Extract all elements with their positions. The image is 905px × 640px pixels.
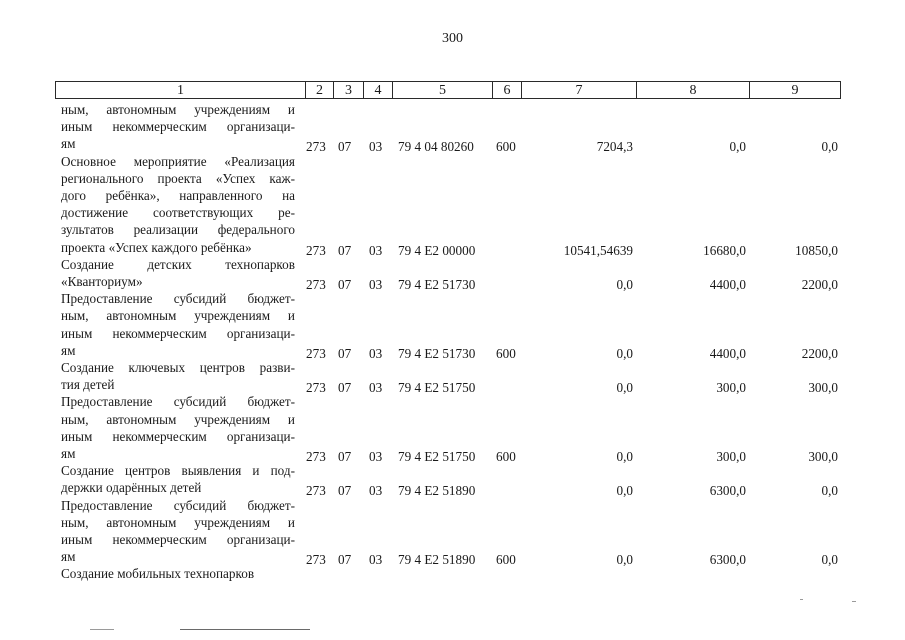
target-article-cell: 79 4 E2 00000 bbox=[398, 242, 476, 258]
header-col-5: 5 bbox=[392, 81, 493, 99]
target-article-cell: 79 4 E2 51890 bbox=[398, 552, 476, 568]
section-cell: 07 bbox=[338, 277, 352, 292]
amount-col7-cell: 0,0 bbox=[616, 380, 633, 396]
kvsr-cell: 273 bbox=[306, 277, 326, 292]
amount-col9-cell: 300,0 bbox=[808, 449, 838, 464]
kvsr-cell: 273 bbox=[306, 139, 326, 155]
row-description bbox=[61, 462, 295, 496]
subsection-cell: 03 bbox=[369, 345, 383, 361]
section-cell: 07 bbox=[338, 242, 352, 258]
description-line: проекта «Успех каждого ребёнка» bbox=[61, 239, 252, 255]
scan-mark bbox=[180, 629, 310, 630]
description-line: зультатов реализации федерального bbox=[61, 222, 295, 238]
description-line: ным, автономным учреждениям и bbox=[61, 514, 295, 530]
kvsr-cell: 273 bbox=[306, 483, 326, 499]
row-description bbox=[61, 497, 295, 566]
row-description bbox=[61, 359, 295, 393]
header-col-6: 6 bbox=[492, 81, 522, 99]
subsection-cell: 03 bbox=[369, 242, 383, 258]
description-line: Создание мобильных технопарков bbox=[61, 566, 255, 582]
row-description bbox=[61, 101, 295, 153]
amount-col9-cell: 2200,0 bbox=[801, 345, 838, 361]
page-number: 300 bbox=[442, 31, 463, 46]
amount-col7-cell: 0,0 bbox=[616, 552, 633, 568]
section-cell: 07 bbox=[338, 449, 352, 464]
scan-mark bbox=[800, 599, 803, 600]
description-line: дого ребёнка», направленного на bbox=[61, 188, 295, 203]
section-cell: 07 bbox=[338, 380, 352, 396]
description-line: Основное мероприятие «Реализация bbox=[61, 153, 295, 169]
target-article-cell: 79 4 E2 51730 bbox=[398, 345, 476, 361]
header-col-9: 9 bbox=[749, 81, 841, 99]
amount-col8-cell: 4400,0 bbox=[709, 345, 746, 361]
row-description bbox=[61, 256, 295, 290]
description-line: ям bbox=[61, 549, 76, 565]
target-article-cell: 79 4 E2 51750 bbox=[398, 449, 476, 464]
description-line: Предоставление субсидий бюджет- bbox=[61, 291, 295, 307]
subsection-cell: 03 bbox=[369, 380, 383, 396]
description-line: ям bbox=[61, 446, 76, 461]
target-article-cell: 79 4 E2 51750 bbox=[398, 380, 476, 396]
kvsr-cell: 273 bbox=[306, 242, 326, 258]
expense-type-cell: 600 bbox=[496, 552, 516, 568]
description-line: иным некоммерческим организаци- bbox=[61, 532, 295, 547]
section-cell: 07 bbox=[338, 552, 352, 568]
subsection-cell: 03 bbox=[369, 552, 383, 568]
expense-type-cell: 600 bbox=[496, 345, 516, 361]
kvsr-cell: 273 bbox=[306, 380, 326, 396]
amount-col9-cell: 10850,0 bbox=[795, 242, 838, 258]
amount-col7-cell: 0,0 bbox=[616, 345, 633, 361]
amount-col8-cell: 300,0 bbox=[716, 449, 746, 464]
subsection-cell: 03 bbox=[369, 277, 383, 292]
scan-mark bbox=[90, 629, 114, 630]
section-cell: 07 bbox=[338, 345, 352, 361]
expense-type-cell: 600 bbox=[496, 449, 516, 464]
subsection-cell: 03 bbox=[369, 449, 383, 464]
description-line: регионального проекта «Успех каж- bbox=[61, 170, 295, 186]
row-description bbox=[61, 565, 295, 582]
description-line: ным, автономным учреждениям и bbox=[61, 308, 295, 324]
header-col-8: 8 bbox=[636, 81, 750, 99]
description-line: ным, автономным учреждениям и bbox=[61, 102, 295, 117]
description-line: Создание центров выявления и под- bbox=[61, 463, 295, 479]
amount-col9-cell: 2200,0 bbox=[801, 277, 838, 292]
amount-col9-cell: 0,0 bbox=[821, 483, 838, 499]
target-article-cell: 79 4 E2 51730 bbox=[398, 277, 476, 292]
amount-col9-cell: 0,0 bbox=[821, 552, 838, 568]
description-line: иным некоммерческим организаци- bbox=[61, 325, 295, 341]
description-line: иным некоммерческим организаци- bbox=[61, 119, 295, 135]
kvsr-cell: 273 bbox=[306, 345, 326, 361]
kvsr-cell: 273 bbox=[306, 449, 326, 464]
amount-col7-cell: 0,0 bbox=[616, 483, 633, 499]
section-cell: 07 bbox=[338, 139, 352, 155]
amount-col9-cell: 300,0 bbox=[808, 380, 838, 396]
amount-col8-cell: 6300,0 bbox=[709, 483, 746, 499]
scan-mark bbox=[852, 601, 856, 602]
subsection-cell: 03 bbox=[369, 483, 383, 499]
amount-col7-cell: 10541,54639 bbox=[563, 242, 633, 258]
description-line: Предоставление субсидий бюджет- bbox=[61, 497, 295, 513]
row-description bbox=[61, 153, 295, 256]
description-line: Предоставление субсидий бюджет- bbox=[61, 394, 295, 410]
amount-col7-cell: 0,0 bbox=[616, 449, 633, 464]
description-line: «Кванториум» bbox=[61, 274, 143, 289]
amount-col8-cell: 300,0 bbox=[716, 380, 746, 396]
amount-col7-cell: 0,0 bbox=[616, 277, 633, 292]
amount-col7-cell: 7204,3 bbox=[596, 139, 633, 155]
description-line: ным, автономным учреждениям и bbox=[61, 411, 295, 427]
description-line: тия детей bbox=[61, 377, 115, 393]
description-line: достижение соответствующих ре- bbox=[61, 205, 295, 221]
description-line: держки одарённых детей bbox=[61, 480, 202, 496]
description-line: Создание детских технопарков bbox=[61, 256, 295, 272]
description-line: Создание ключевых центров разви- bbox=[61, 360, 295, 375]
header-col-2: 2 bbox=[305, 81, 334, 99]
header-col-4: 4 bbox=[363, 81, 393, 99]
section-cell: 07 bbox=[338, 483, 352, 499]
header-col-7: 7 bbox=[521, 81, 637, 99]
amount-col9-cell: 0,0 bbox=[821, 139, 838, 155]
description-line: иным некоммерческим организаци- bbox=[61, 428, 295, 444]
amount-col8-cell: 6300,0 bbox=[709, 552, 746, 568]
expense-type-cell: 600 bbox=[496, 139, 516, 155]
description-line: ям bbox=[61, 136, 76, 152]
header-col-1: 1 bbox=[55, 81, 306, 99]
kvsr-cell: 273 bbox=[306, 552, 326, 568]
amount-col8-cell: 4400,0 bbox=[709, 277, 746, 292]
target-article-cell: 79 4 E2 51890 bbox=[398, 483, 476, 499]
description-line: ям bbox=[61, 342, 76, 358]
row-description bbox=[61, 290, 295, 359]
amount-col8-cell: 0,0 bbox=[729, 139, 746, 155]
subsection-cell: 03 bbox=[369, 139, 383, 155]
row-description bbox=[61, 393, 295, 462]
header-col-3: 3 bbox=[333, 81, 364, 99]
amount-col8-cell: 16680,0 bbox=[703, 242, 746, 258]
target-article-cell: 79 4 04 80260 bbox=[398, 139, 474, 155]
